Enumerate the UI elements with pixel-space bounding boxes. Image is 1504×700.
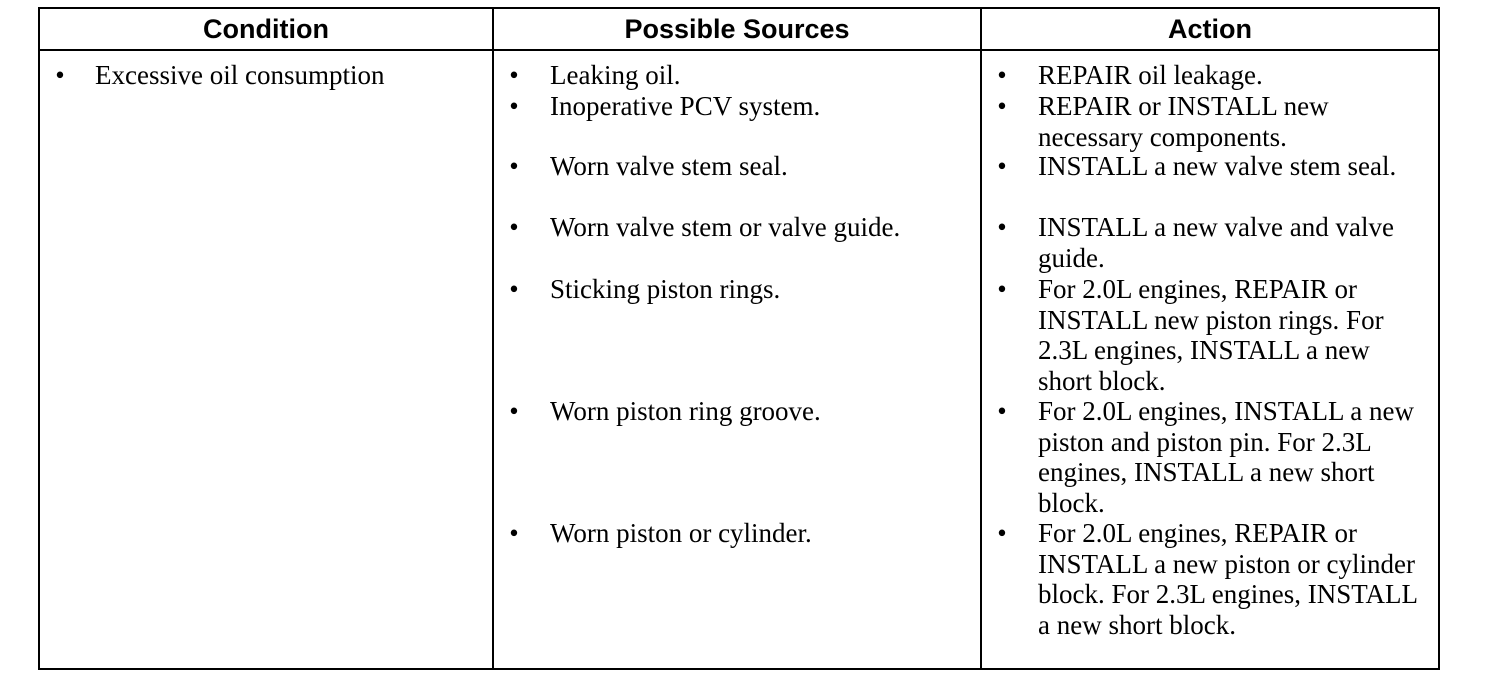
bullet-icon: • <box>997 212 1007 242</box>
action-item <box>982 274 1438 396</box>
bullet-icon: • <box>997 518 1007 548</box>
action-item <box>982 396 1438 518</box>
source-item <box>494 60 980 91</box>
bullet-icon: • <box>997 91 1007 121</box>
action-text: REPAIR or INSTALL new necessary components. <box>1038 91 1329 152</box>
action-text: INSTALL a new valve stem seal. <box>1038 151 1397 181</box>
action-text: For 2.0L engines, INSTALL a new piston and piston pin. For 2.3L engines, INSTALL a new short block. <box>1038 396 1415 518</box>
source-item <box>494 518 980 549</box>
source-item <box>494 151 980 182</box>
action-item <box>982 212 1438 273</box>
diagnostic-table <box>38 7 1440 670</box>
bullet-icon: • <box>509 396 519 426</box>
bullet-icon: • <box>509 212 519 242</box>
bullet-icon: • <box>997 60 1007 90</box>
header-action: Action <box>981 8 1439 50</box>
action-item <box>982 60 1438 91</box>
action-text: INSTALL a new valve and valve guide. <box>1038 212 1394 273</box>
source-item <box>494 91 980 122</box>
condition-item <box>40 60 492 91</box>
action-text: For 2.0L engines, REPAIR or INSTALL a new piston or cylinder block. For 2.3L engines, INSTALL a new short block. <box>1038 518 1418 640</box>
bullet-icon: • <box>509 60 519 90</box>
header-condition: Condition <box>39 8 493 50</box>
action-cell <box>981 50 1439 669</box>
bullet-icon: • <box>509 274 519 304</box>
header-possible-sources: Possible Sources <box>493 8 981 50</box>
source-item <box>494 396 980 427</box>
action-item <box>982 151 1438 182</box>
header-row <box>39 8 1439 50</box>
source-text: Worn piston ring groove. <box>550 396 821 426</box>
condition-text: Excessive oil consumption <box>95 60 385 90</box>
bullet-icon: • <box>997 396 1007 426</box>
source-item <box>494 212 980 243</box>
bullet-icon: • <box>997 274 1007 304</box>
action-item <box>982 518 1438 640</box>
source-text: Leaking oil. <box>550 60 681 90</box>
source-text: Worn valve stem seal. <box>550 151 788 181</box>
source-text: Inoperative PCV system. <box>550 91 821 121</box>
bullet-icon: • <box>997 151 1007 181</box>
bullet-icon: • <box>55 60 65 90</box>
source-text: Worn valve stem or valve guide. <box>550 212 901 242</box>
action-text: REPAIR oil leakage. <box>1038 60 1263 90</box>
source-text: Sticking piston rings. <box>550 274 781 304</box>
table-row <box>39 50 1439 669</box>
bullet-icon: • <box>509 91 519 121</box>
sources-cell <box>493 50 981 669</box>
source-text: Worn piston or cylinder. <box>550 518 812 548</box>
bullet-icon: • <box>509 518 519 548</box>
action-text: For 2.0L engines, REPAIR or INSTALL new piston rings. For 2.3L engines, INSTALL a new short block. <box>1038 274 1384 396</box>
action-item <box>982 91 1438 152</box>
source-item <box>494 274 980 305</box>
bullet-icon: • <box>509 151 519 181</box>
condition-cell <box>39 50 493 669</box>
